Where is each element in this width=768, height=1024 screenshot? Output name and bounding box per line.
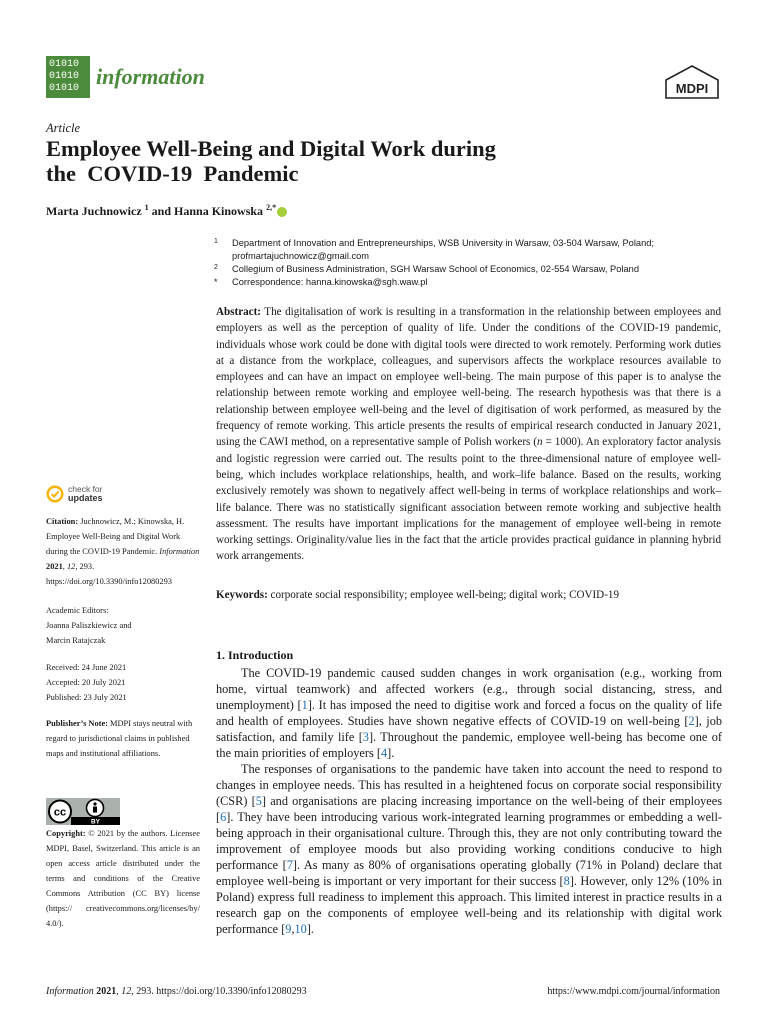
paragraph-text: ]. It has imposed the need to digitise work and forced a focus on the quality of life and health of employees. Studies have shown negative effects of COVID-19 on well-being [ <box>216 698 722 728</box>
affiliation-marker: 1 <box>144 203 149 212</box>
citation-label: Citation: <box>46 517 79 526</box>
affiliation-marker: 1 <box>214 238 218 245</box>
article-type: Article <box>46 121 81 135</box>
author-name[interactable]: Hanna Kinowska <box>174 204 264 218</box>
footer-journal: Information <box>46 986 94 997</box>
orcid-icon[interactable] <box>277 207 287 217</box>
citation-journal: Information <box>159 547 200 556</box>
abstract-text: The digitalisation of work is resulting in a transformation in the relationship between employees and employers as well as the perception of quality of life. Under the conditions of the COVID-19 pandemic, individuals whose work could be done with digital tools were directed to work remotely. Performing work duties at a distance from the workplace, colleagues, and supervisors affects the workplace resources available to employees and can have an impact on employee well-being. The main purpose of this paper is to analyse the relationship between remote working and employee well-being. The research hypothesis was that there is a relationship between employee well-being and the level of digitisation of work performed, as measured by the frequency of remote working. This article presents the results of empirical research conducted in January 2021, using the CAWI method, on a representative sample of Polish workers ( <box>216 306 721 449</box>
mdpi-logo-icon <box>664 64 720 100</box>
affiliation-item <box>214 237 720 263</box>
accepted-date: Accepted: 20 July 2021 <box>46 678 126 687</box>
affiliation-text: Collegium of Business Administration, SGH Warsaw School of Economics, 02-554 Warsaw, Poland <box>232 264 640 274</box>
affiliation-marker: 2 <box>214 264 218 271</box>
editor-name: Joanna Paliszkiewicz and <box>46 621 132 630</box>
cc-symbol: cc <box>53 806 67 819</box>
check-updates-icon <box>46 485 64 503</box>
paragraph-text: The responses of organisations to the pandemic have taken into account the need to respond to changes in employee needs. This has resulted in a heightened focus on corporate social responsibility (CSR) [ <box>216 762 722 808</box>
reference-link[interactable]: 10 <box>294 922 307 936</box>
footer-volume: 12 <box>121 986 132 997</box>
binary-logo-icon <box>46 56 90 98</box>
keywords <box>216 588 721 603</box>
citation-volume: 12 <box>66 562 76 571</box>
affiliation-item <box>214 263 720 276</box>
publishers-note-text: MDPI stays neutral with regard to jurisdictional claims in published maps and institutional affiliations. <box>46 719 193 758</box>
reference-link[interactable]: 3 <box>362 730 369 744</box>
footer-year: 2021 <box>93 986 117 997</box>
title-line: Employee Well-Being and Digital Work during <box>46 136 496 161</box>
affiliation-item <box>214 276 720 289</box>
check-for-updates-button[interactable] <box>46 485 103 503</box>
logo-line: 01010 <box>49 71 80 82</box>
citation-text: Juchnowicz, M.; Kinowska, H. Employee Well-Being and Digital Work during the COVID-19 Pandemic. <box>46 517 185 556</box>
affiliation-text: Department of Innovation and Entrepreneurships, WSB University in Warsaw, 03-504 Warsaw, Poland; profmartajuchnowicz@gmail.com <box>232 238 655 261</box>
reference-link[interactable]: 6 <box>220 810 227 824</box>
author-list <box>46 203 287 219</box>
journal-logo <box>46 56 205 98</box>
reference-link[interactable]: 5 <box>255 794 262 808</box>
paragraph-text: ], job satisfaction, and family life [ <box>216 714 722 744</box>
footer-sep: , <box>116 986 122 997</box>
abstract <box>216 304 721 565</box>
check-updates-label <box>68 485 103 503</box>
author-name[interactable]: Marta Juchnowicz <box>46 204 142 218</box>
logo-line: 01010 <box>49 59 80 70</box>
paragraph-text: , <box>291 922 295 936</box>
paragraph-text: ]. They have been introducing various work-integrated learning programmes or embedding a well-being approach in their organisational culture. Through this, they are not only contributing toward the improvement of employee moods but also providing working conditions conducive to high performance [ <box>216 810 722 872</box>
abstract-label: Abstract: <box>216 306 261 318</box>
paragraph-text: ] and organisations are placing increasing importance on the well-being of their employees [ <box>216 794 722 824</box>
copyright-text: © 2021 by the authors. Licensee MDPI, Basel, Switzerland. This article is an open access article distributed under the terms and conditions of the Creative Commons Attribution (CC BY) license (https:// creativecommons.org/licenses/by/ 4.0/). <box>46 829 200 928</box>
publishers-note-label: Publisher’s Note: <box>46 719 108 728</box>
reference-link[interactable]: 8 <box>563 874 570 888</box>
keywords-label: Keywords: <box>216 589 268 601</box>
title-line: the COVID-19 Pandemic <box>46 161 299 186</box>
keywords-text: corporate social responsibility; employee well-being; digital work; COVID-19 <box>267 589 619 601</box>
copyright-label: Copyright: <box>46 829 86 838</box>
paragraph-text: The COVID-19 pandemic caused sudden changes in work organisation (e.g., working from home, virtual teamwork) and affected workers (e.g., through social distancing, stress, and unemployment) [ <box>216 666 722 712</box>
abstract-text: = 1000). An exploratory factor analysis and logistic regression were carried out. The results point to the three-dimensional nature of employee well-being, which includes workplace relationships, health, and work–life balance. Based on the results, working exclusively remotely was shown to negatively affect well-being in terms of workplace relationships and work–life balance. There was no statistically significant association between remote working and subjective health assessment. The results have important implications for the management of employee well-being in remote working settings. Originality/value lies in the fact that the article provides practical guidance in planning hybrid work arrangements. <box>216 436 721 563</box>
citation-text: , <box>62 562 67 571</box>
academic-editors <box>46 603 200 648</box>
editor-name: Marcin Ratajczak <box>46 636 106 645</box>
paragraph-text: ]. <box>306 922 314 936</box>
paragraph-text: ]. However, only 12% (10% in Poland) express full readiness to implement this approach. This limited interest in practice results in a research gap on the components of employee well-being and its relationship with digital work performance [ <box>216 874 722 936</box>
reference-link[interactable]: 9 <box>285 922 292 936</box>
reference-link[interactable]: 1 <box>301 698 308 712</box>
introduction-body <box>216 665 722 937</box>
affiliation-list <box>214 237 720 289</box>
check-updates-line: check for <box>68 484 103 494</box>
footer-doi[interactable]: , 293. https://doi.org/10.3390/info12080293 <box>131 986 307 997</box>
logo-line: 01010 <box>49 83 80 94</box>
copyright-notice <box>46 826 200 931</box>
footer-citation <box>46 986 307 997</box>
published-date: Published: 23 July 2021 <box>46 693 127 702</box>
cc-by-license-icon[interactable] <box>46 798 120 825</box>
reference-link[interactable]: 7 <box>286 858 293 872</box>
abstract-variable: n <box>537 436 543 449</box>
publishers-note <box>46 716 200 761</box>
affiliation-marker: * <box>214 277 218 287</box>
author-conjunction: and <box>148 204 175 218</box>
received-date: Received: 24 June 2021 <box>46 663 127 672</box>
paragraph-text: ]. Throughout the pandemic, employee well-being has become one of the main priorities of employers [ <box>216 730 722 760</box>
reference-link[interactable]: 4 <box>380 746 388 760</box>
publication-dates <box>46 660 200 705</box>
citation-year: 2021 <box>46 562 63 571</box>
publisher-name: MDPI <box>675 81 709 96</box>
check-updates-line: updates <box>68 493 103 503</box>
paragraph <box>216 761 722 937</box>
reference-link[interactable]: 2 <box>688 714 695 728</box>
affiliation-marker: 2,* <box>266 203 277 212</box>
paragraph-text: ]. As many as 80% of organisations operating globally (71% in Poland) declare that employee well-being is important or very important for their success [ <box>216 858 722 888</box>
citation-block <box>46 514 200 589</box>
cc-by-text: BY <box>90 818 101 825</box>
footer-journal-url[interactable]: https://www.mdpi.com/journal/information <box>547 986 720 997</box>
editors-label: Academic Editors: <box>46 606 109 615</box>
affiliation-text: Correspondence: hanna.kinowska@sgh.waw.pl <box>232 277 428 287</box>
paper-title <box>46 136 606 186</box>
citation-doi[interactable]: , 293. https://doi.org/10.3390/info12080293 <box>46 562 172 586</box>
journal-name: information <box>96 64 205 89</box>
paragraph-text: ]. <box>387 746 395 760</box>
paragraph <box>216 665 722 761</box>
section-heading: 1. Introduction <box>216 648 294 662</box>
